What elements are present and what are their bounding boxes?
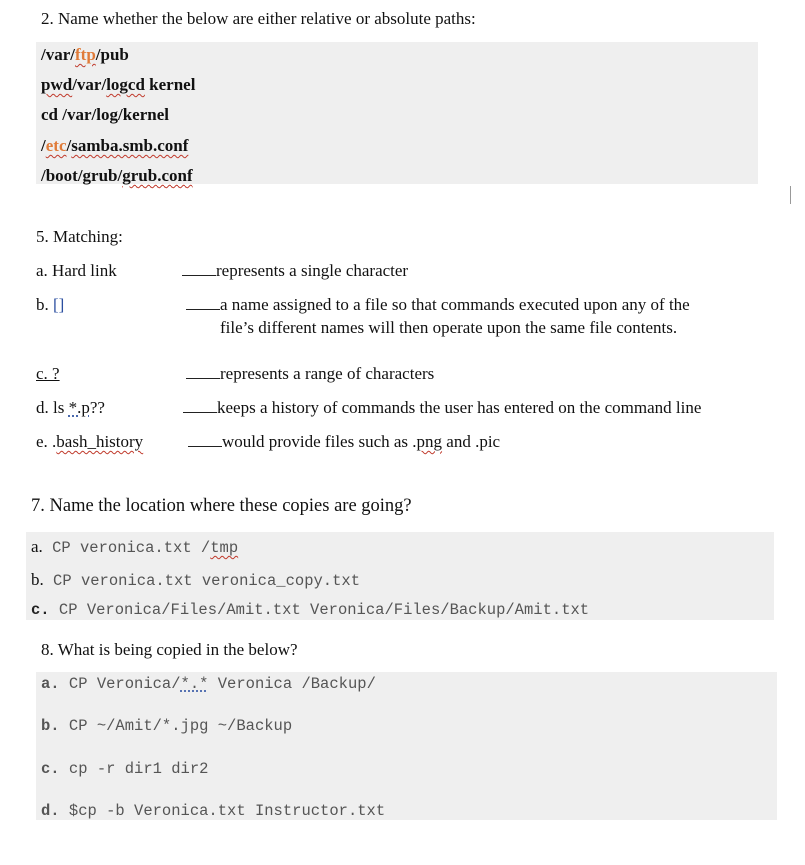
answer-blank[interactable] bbox=[183, 411, 217, 413]
answer-blank[interactable] bbox=[186, 377, 220, 379]
match-right-2b: file’s different names will then operate upon the same file contents. bbox=[220, 318, 678, 337]
match-right-4: keeps a history of commands the user has entered on the command line bbox=[183, 398, 701, 418]
q8-item-a: a. CP Veronica/*.* Veronica /Backup/ bbox=[41, 675, 376, 693]
match-left-b: b. [] bbox=[36, 295, 65, 314]
match-right-2: a name assigned to a file so that commands executed upon any of the bbox=[186, 295, 690, 315]
path-line-2: pwd/var/logcd kernel bbox=[41, 75, 196, 94]
match-left-d: d. ls *.p?? bbox=[36, 398, 105, 417]
glob-link[interactable]: *.* bbox=[180, 675, 209, 693]
path-line-4: /etc/samba.smb.conf bbox=[41, 136, 189, 155]
q7-heading: 7. Name the location where these copies are going? bbox=[31, 496, 412, 516]
q8-item-d: d. $cp -b Veronica.txt Instructor.txt bbox=[41, 802, 386, 820]
page-edge-marker bbox=[790, 186, 791, 204]
answer-blank[interactable] bbox=[188, 445, 222, 447]
link-brackets[interactable]: [] bbox=[53, 295, 65, 314]
answer-blank[interactable] bbox=[182, 274, 216, 276]
q5-heading: 5. Matching: bbox=[36, 227, 123, 246]
match-left-e: e. .bash_history bbox=[36, 432, 144, 451]
match-left-c bbox=[36, 364, 60, 384]
match-right-5: would provide files such as .png and .pic bbox=[188, 432, 500, 452]
q8-item-c: c. cp -r dir1 dir2 bbox=[41, 760, 209, 778]
path-line-1: /var/ftp/pub bbox=[41, 45, 129, 64]
q8-heading: 8. What is being copied in the below? bbox=[41, 640, 298, 659]
link-c[interactable]: c. ? bbox=[36, 364, 60, 383]
answer-blank[interactable] bbox=[186, 308, 220, 310]
match-left-a: a. Hard link bbox=[36, 261, 117, 280]
q2-heading: 2. Name whether the below are either relative or absolute paths: bbox=[41, 9, 476, 28]
q7-item-b: b. CP veronica.txt veronica_copy.txt bbox=[31, 570, 361, 590]
path-line-3: cd /var/log/kernel bbox=[41, 105, 169, 124]
q7-item-c: c. CP Veronica/Files/Amit.txt Veronica/Files/Backup/Amit.txt bbox=[31, 601, 590, 619]
match-right-3: represents a range of characters bbox=[186, 364, 434, 384]
q8-box bbox=[36, 672, 777, 820]
path-line-5: /boot/grub/grub.conf bbox=[41, 166, 193, 185]
link-glob[interactable]: *.p bbox=[68, 398, 90, 417]
match-right-1: represents a single character bbox=[182, 261, 408, 281]
q8-item-b: b. CP ~/Amit/*.jpg ~/Backup bbox=[41, 717, 293, 735]
q7-item-a: a. CP veronica.txt /tmp bbox=[31, 537, 239, 557]
